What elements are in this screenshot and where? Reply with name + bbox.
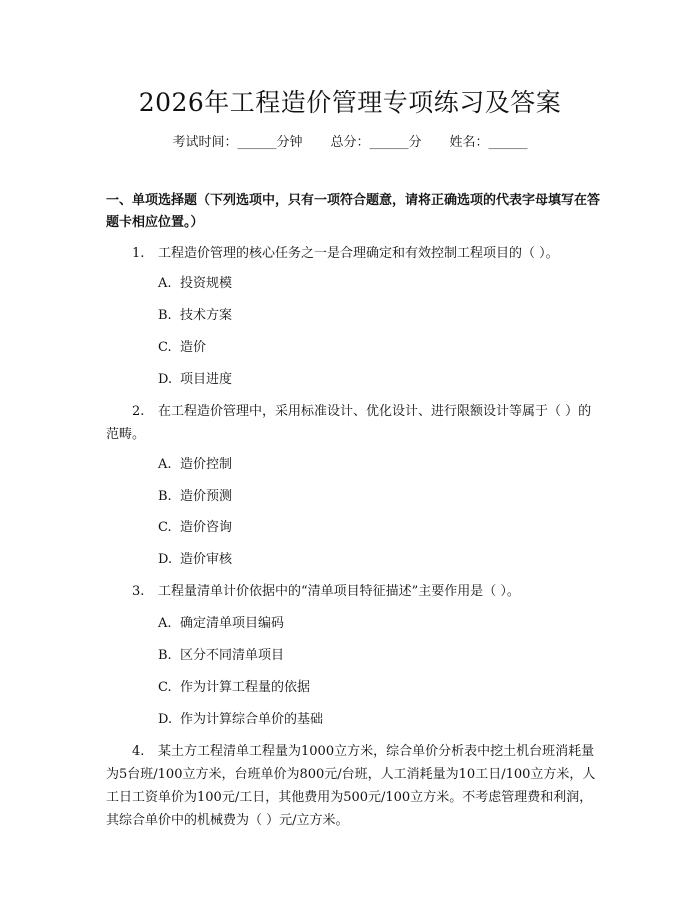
option-letter: A. — [158, 276, 172, 291]
option-text: 投资规模 — [180, 276, 233, 291]
option-text: 项目进度 — [180, 372, 233, 387]
question-2-option-c — [158, 518, 232, 538]
question-number: 1. — [132, 246, 145, 261]
option-letter: B. — [158, 489, 172, 504]
question-3-option-c — [158, 678, 310, 698]
question-number: 3. — [132, 584, 145, 599]
option-text: 造价 — [180, 340, 207, 355]
option-text: 造价预测 — [180, 489, 233, 504]
question-1-option-a — [158, 274, 232, 294]
question-text: 在工程造价管理中，采用标准设计、优化设计、进行限额设计等属于（ ）的范畴。 — [106, 404, 592, 442]
option-letter: B. — [158, 648, 172, 663]
exam-time-field: 考试时间：______分钟 — [172, 135, 303, 150]
question-1 — [106, 242, 602, 265]
question-text: 工程量清单计价依据中的“清单项目特征描述”主要作用是（ ）。 — [158, 584, 520, 599]
section-heading: 一、单项选择题（下列选项中，只有一项符合题意，请将正确选项的代表字母填写在答题卡相应位置。） — [106, 193, 601, 230]
option-letter: C. — [158, 520, 172, 535]
question-3-option-d — [158, 710, 323, 730]
option-text: 确定清单项目编码 — [180, 616, 285, 631]
question-1-option-b — [158, 306, 232, 326]
option-letter: A. — [158, 457, 172, 472]
option-letter: C. — [158, 680, 172, 695]
name-field: 姓名：______ — [449, 135, 528, 150]
question-2-option-b — [158, 487, 232, 507]
option-letter: D. — [158, 372, 173, 387]
option-text: 造价咨询 — [180, 520, 233, 535]
question-2 — [106, 400, 602, 446]
question-1-option-c — [158, 338, 206, 358]
option-text: 作为计算综合单价的基础 — [180, 712, 324, 727]
option-text: 造价审核 — [180, 552, 233, 567]
question-number: 4. — [132, 744, 145, 759]
question-text: 某土方工程清单工程量为1000立方米，综合单价分析表中挖土机台班消耗量为5台班/100立方米，台班单价为800元/台班，人工消耗量为10工日/100立方米，人工日工资单价为100元/工日，其他费用为500元/100立方米。不考虑管理费和利润，其综合单价中的机械费为（ ）元/立方米。 — [106, 744, 596, 828]
document-title: 2026年工程造价管理专项练习及答案 — [138, 88, 562, 117]
option-text: 造价控制 — [180, 457, 233, 472]
question-3 — [106, 580, 602, 603]
total-score-field: 总分：______分 — [330, 135, 422, 150]
question-3-option-b — [158, 646, 284, 666]
option-text: 区分不同清单项目 — [180, 648, 285, 663]
option-text: 作为计算工程量的依据 — [180, 680, 311, 695]
question-1-option-d — [158, 370, 232, 390]
question-4 — [106, 740, 602, 832]
option-letter: D. — [158, 552, 173, 567]
option-text: 技术方案 — [180, 308, 233, 323]
exam-info-line — [0, 131, 700, 150]
option-letter: C. — [158, 340, 172, 355]
question-3-option-a — [158, 614, 284, 634]
question-2-option-d — [158, 550, 232, 570]
question-2-option-a — [158, 455, 232, 475]
option-letter: B. — [158, 308, 172, 323]
question-text: 工程造价管理的核心任务之一是合理确定和有效控制工程项目的（ ）。 — [158, 246, 559, 261]
option-letter: A. — [158, 616, 172, 631]
option-letter: D. — [158, 712, 173, 727]
question-number: 2. — [132, 404, 145, 419]
